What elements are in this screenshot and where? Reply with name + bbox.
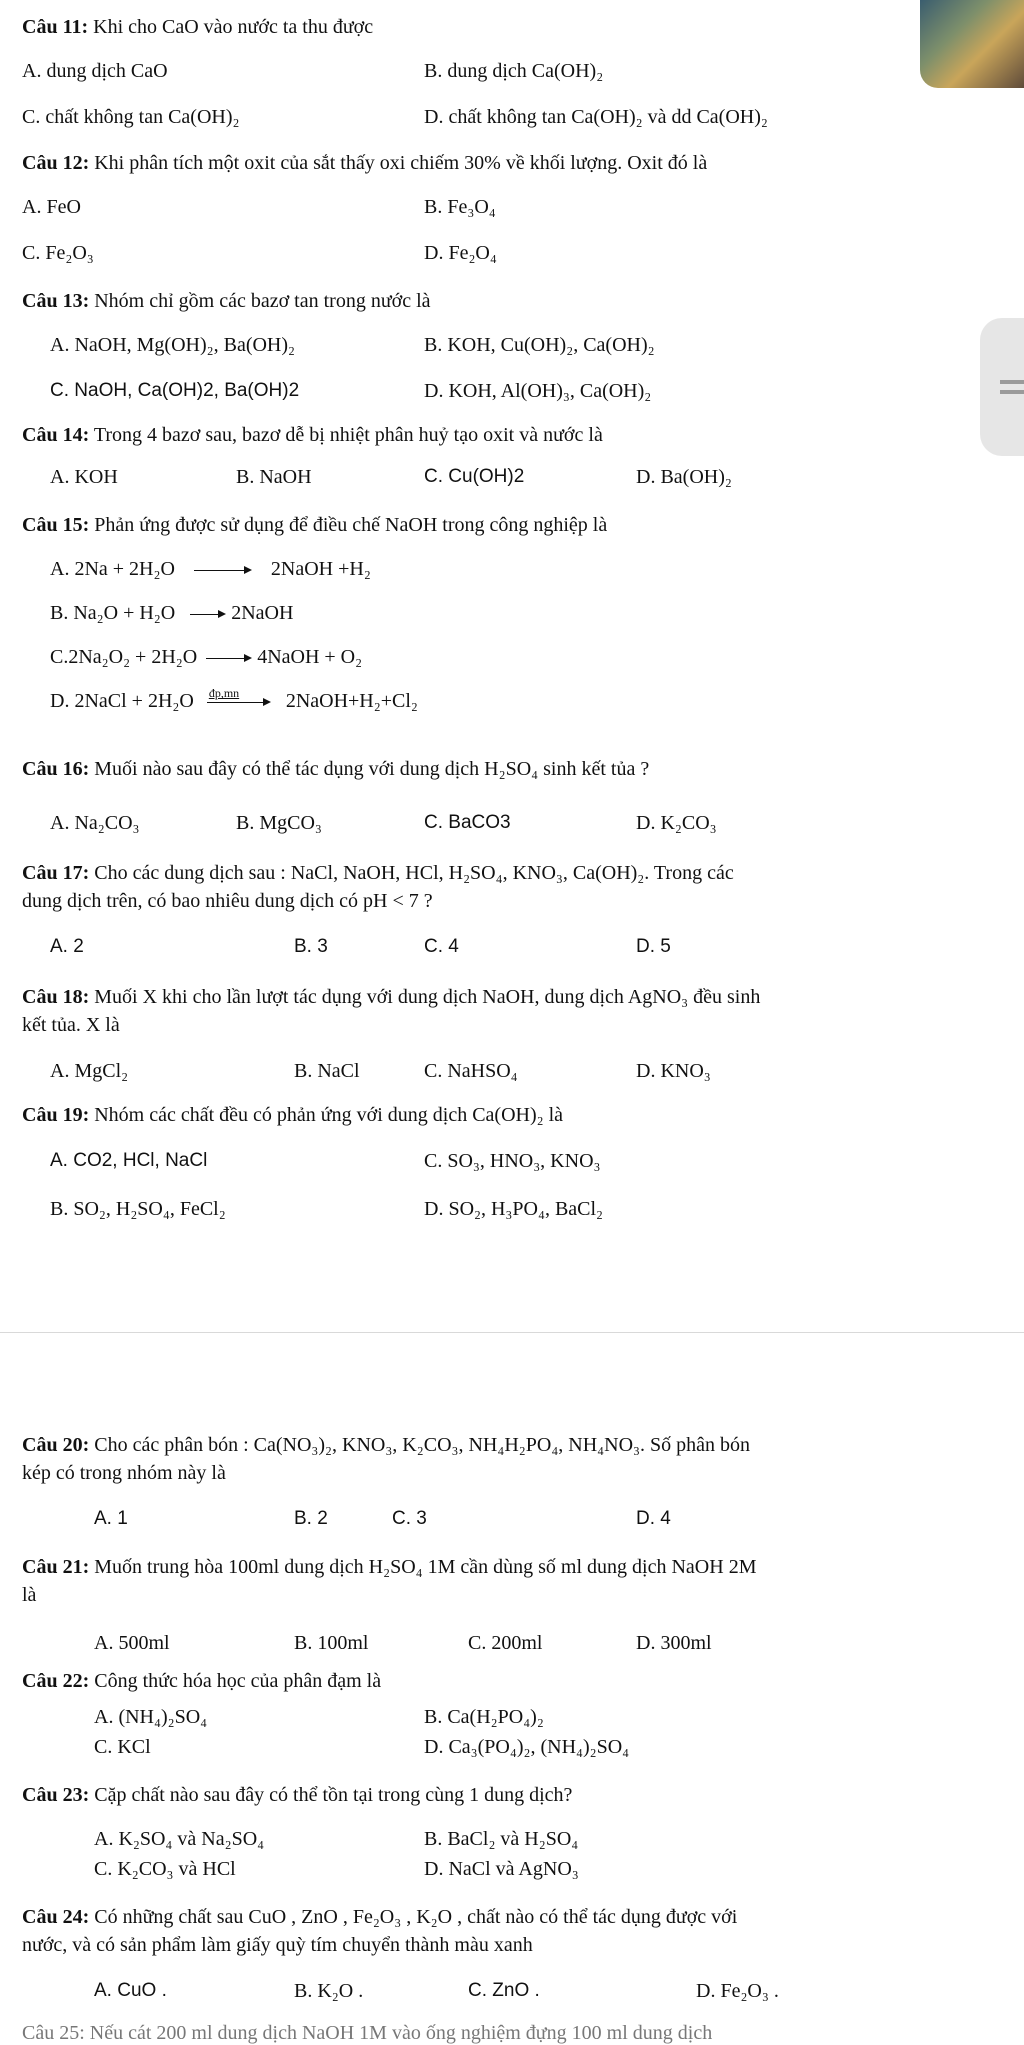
q13-option-d: D. KOH, Al(OH)₃, Ca(OH)₂	[424, 380, 652, 402]
q15-option-d	[50, 688, 418, 714]
q12-option-c: C. Fe₂O₃	[22, 242, 94, 264]
q11-option-b: B. dung dịch Ca(OH)₂	[424, 60, 604, 82]
q12-option-b: B. Fe₃O₄	[424, 196, 496, 218]
q17-option-c: C. 4	[424, 936, 459, 957]
q22-option-c: C. KCl	[94, 1736, 151, 1758]
q23-option-a: A. K₂SO₄ và Na₂SO₄	[94, 1828, 265, 1850]
reaction-arrow-icon	[206, 658, 250, 659]
q15-d-reactants: D. 2NaCl + 2H₂O	[50, 690, 194, 712]
question-17-line2: dung dịch trên, có bao nhiêu dung dịch có pH < 7 ?	[22, 890, 433, 912]
q22-option-b: B. Ca(H₂PO₄)₂	[424, 1706, 544, 1728]
q15-option-b	[50, 600, 293, 626]
q11-option-d: D. chất không tan Ca(OH)₂ và dd Ca(OH)₂	[424, 106, 768, 128]
page-divider	[0, 1332, 1024, 1333]
q15-b-reactants: B. Na₂O + H₂O	[50, 602, 176, 624]
reaction-arrow-icon	[190, 614, 224, 615]
q24-option-d: D. Fe₂O₃ .	[696, 1980, 779, 2002]
question-15: Câu 15: Phản ứng được sử dụng để điều chế NaOH trong công nghiệp là	[22, 514, 608, 536]
q18-option-d: D. KNO₃	[636, 1060, 711, 1082]
question-25-cut-off: Câu 25: Nếu cát 200 ml dung dịch NaOH 1M vào ống nghiệm đựng 100 ml dung dịch	[22, 2022, 713, 2044]
question-18-line1: Câu 18: Muối X khi cho lần lượt tác dụng với dung dịch NaOH, dung dịch AgNO₃ đều sinh	[22, 986, 761, 1008]
question-21-line1: Câu 21: Muốn trung hòa 100ml dung dịch H₂SO₄ 1M cần dùng số ml dung dịch NaOH 2M	[22, 1556, 757, 1578]
question-22: Câu 22: Công thức hóa học của phân đạm là	[22, 1670, 382, 1692]
q23-option-c: C. K₂CO₃ và HCl	[94, 1858, 236, 1880]
q21-option-a: A. 500ml	[94, 1632, 170, 1654]
question-19: Câu 19: Nhóm các chất đều có phản ứng với dung dịch Ca(OH)₂ là	[22, 1104, 564, 1126]
q21-option-b: B. 100ml	[294, 1632, 369, 1654]
q24-option-a: A. CuO .	[94, 1980, 167, 2001]
question-20-line2: kép có trong nhóm này là	[22, 1462, 226, 1484]
q23-option-b: B. BaCl₂ và H₂SO₄	[424, 1828, 579, 1850]
q13-option-c: C. NaOH, Ca(OH)2, Ba(OH)2	[50, 380, 300, 401]
q24-option-b: B. K₂O .	[294, 1980, 364, 2002]
q16-option-a: A. Na₂CO₃	[50, 812, 140, 834]
q16-option-d: D. K₂CO₃	[636, 812, 717, 834]
q15-d-products: 2NaOH+H₂+Cl₂	[285, 690, 418, 712]
question-23: Câu 23: Cặp chất nào sau đây có thể tồn tại trong cùng 1 dung dịch?	[22, 1784, 573, 1806]
q19-option-c: C. SO₃, HNO₃, KNO₃	[424, 1150, 601, 1172]
q19-option-a: A. CO2, HCl, NaCl	[50, 1150, 208, 1171]
q21-option-c: C. 200ml	[468, 1632, 543, 1654]
q21-option-d: D. 300ml	[636, 1632, 712, 1654]
question-24-line2: nước, và có sản phẩm làm giấy quỳ tím chuyển thành màu xanh	[22, 1934, 533, 1956]
q15-b-products: 2NaOH	[231, 602, 294, 624]
question-14: Câu 14: Trong 4 bazơ sau, bazơ dễ bị nhiệt phân huỷ tạo oxit và nước là	[22, 424, 603, 446]
question-18-line2: kết tủa. X là	[22, 1014, 120, 1036]
q20-option-a: A. 1	[94, 1508, 128, 1529]
q14-option-b: B. NaOH	[236, 466, 312, 488]
q16-option-c: C. BaCO3	[424, 812, 511, 833]
q15-c-products: 4NaOH + O₂	[257, 646, 363, 668]
q14-option-d: D. Ba(OH)₂	[636, 466, 732, 488]
question-13: Câu 13: Nhóm chỉ gồm các bazơ tan trong nước là	[22, 290, 431, 312]
q15-a-products: 2NaOH +H₂	[270, 558, 371, 580]
reaction-arrow-icon	[194, 570, 250, 571]
corner-thumbnail-image	[920, 0, 1024, 88]
q20-option-c: C. 3	[392, 1508, 427, 1529]
q16-option-b: B. MgCO₃	[236, 812, 322, 834]
question-24-line1: Câu 24: Có những chất sau CuO , ZnO , Fe₂O₃ , K₂O , chất nào có thể tác dụng được với	[22, 1906, 738, 1928]
q15-c-reactants: C.2Na₂O₂ + 2H₂O	[50, 646, 198, 668]
q20-option-b: B. 2	[294, 1508, 328, 1529]
q15-option-a	[50, 556, 371, 582]
q19-option-b: B. SO₂, H₂SO₄, FeCl₂	[50, 1198, 226, 1220]
q14-option-a: A. KOH	[50, 466, 118, 488]
q18-option-a: A. MgCl₂	[50, 1060, 129, 1082]
q22-option-d: D. Ca₃(PO₄)₂, (NH₄)₂SO₄	[424, 1736, 630, 1758]
q14-option-c: C. Cu(OH)2	[424, 466, 525, 487]
question-16: Câu 16: Muối nào sau đây có thể tác dụng với dung dịch H₂SO₄ sinh kết tủa ?	[22, 758, 650, 780]
question-20-line1: Câu 20: Cho các phân bón : Ca(NO₃)₂, KNO₃, K₂CO₃, NH₄H₂PO₄, NH₄NO₃. Số phân bón	[22, 1434, 751, 1456]
q13-option-a: A. NaOH, Mg(OH)₂, Ba(OH)₂	[50, 334, 296, 356]
question-17-line1: Câu 17: Cho các dung dịch sau : NaCl, NaOH, HCl, H₂SO₄, KNO₃, Ca(OH)₂. Trong các	[22, 862, 734, 884]
question-21-line2: là	[22, 1584, 37, 1606]
q13-option-b: B. KOH, Cu(OH)₂, Ca(OH)₂	[424, 334, 655, 356]
q18-option-c: C. NaHSO₄	[424, 1060, 518, 1082]
q12-option-d: D. Fe₂O₄	[424, 242, 497, 264]
q17-option-d: D. 5	[636, 936, 671, 957]
q23-option-d: D. NaCl và AgNO₃	[424, 1858, 579, 1880]
q19-option-d: D. SO₂, H₃PO₄, BaCl₂	[424, 1198, 604, 1220]
q17-option-a: A. 2	[50, 936, 84, 957]
q12-option-a: A. FeO	[22, 196, 81, 218]
q20-option-d: D. 4	[636, 1508, 671, 1529]
question-12: Câu 12: Khi phân tích một oxit của sắt thấy oxi chiếm 30% về khối lượng. Oxit đó là	[22, 152, 708, 174]
q15-option-c	[50, 644, 362, 670]
q11-option-c: C. chất không tan Ca(OH)₂	[22, 106, 240, 128]
q18-option-b: B. NaCl	[294, 1060, 360, 1082]
reaction-arrow-icon	[207, 702, 269, 703]
q22-option-a: A. (NH₄)₂SO₄	[94, 1706, 208, 1728]
q11-option-a: A. dung dịch CaO	[22, 60, 168, 82]
reaction-condition	[207, 686, 277, 712]
question-11: Câu 11: Khi cho CaO vào nước ta thu được	[22, 16, 374, 38]
scroll-handle[interactable]	[980, 318, 1024, 456]
q15-a-reactants: A. 2Na + 2H₂O	[50, 558, 175, 580]
q17-option-b: B. 3	[294, 936, 328, 957]
q15-d-condition: đp,mn	[208, 686, 240, 701]
q24-option-c: C. ZnO .	[468, 1980, 540, 2001]
